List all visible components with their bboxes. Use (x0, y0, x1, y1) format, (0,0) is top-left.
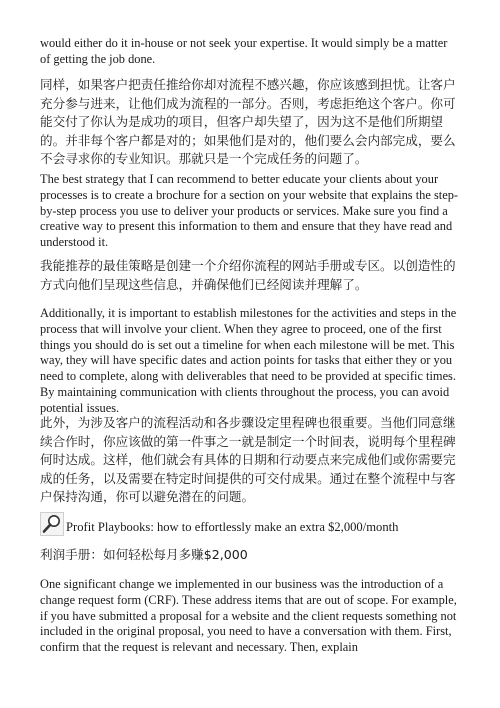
paragraph-en-change-request: One significant change we implemented in our business was the introduction of a change request form (CRF). These address items that are out of scope. For example, if you have submitted a proposal for a website and the client requests something not included in the original proposal, you need to have a conversation with them. First, confirm that the request is relevant and necessary. Then, explain (40, 577, 457, 655)
paragraph-en-intro-end: would either do it in-house or not seek your expertise. It would simply be a matter of getting the job done. (40, 36, 448, 66)
paragraph-zh-milestones: 此外，为涉及客户的流程活动和各步骤设定里程碑也很重要。当他们同意继续合作时，你应该做的第一件事之一就是制定一个时间表，说明每个里程碑何时达成。这样，他们就会有具体的日期和行动要点来完成他们或你需要完成的任务，以及需要在特定时间提供的可交付成果。通过在整个流程中与客户保持沟通，你可以避免潜在的问题。 (40, 415, 456, 505)
paragraph-en-best-strategy: The best strategy that I can recommend to better educate your clients about your processes is to create a brochure for a section on your website that explains the step-by-step process you use to deliver your products or services. Make sure you find a creative way to present this information to them and ensure that they have read and understood it. (40, 172, 459, 250)
paragraph-zh-best-strategy: 我能推荐的最佳策略是创建一个介绍你流程的网站手册或专区。以创造性的方式向他们呈现这些信息，并确保他们已经阅读并理解了。 (40, 258, 456, 292)
paragraph-en-milestones: Additionally, it is important to establish milestones for the activities and steps in the process that will involve your client. When they agree to proceed, one of the first things you should do is set out a timeline for when each milestone will be met. This way, they will have specific dates and action points for tasks that either they or you need to complete, along with deliverables that need to be provided at specific times. By maintaining communication with clients throughout the process, you can avoid potential issues. (40, 306, 457, 415)
section-heading (40, 510, 460, 536)
section-heading-zh: 利润手册：如何轻松每月多赚$2,000 (40, 547, 248, 562)
magnifier-icon (40, 512, 64, 536)
section-heading-en: Profit Playbooks: how to effortlessly make an extra $2,000/month (66, 520, 399, 534)
paragraph-zh-client-involvement: 同样，如果客户把责任推给你却对流程不感兴趣，你应该感到担忧。让客户充分参与进来，让他们成为流程的一部分。否则，考虑拒绝这个客户。你可能交付了你认为是成功的项目，但客户却失望了，因为这不是他们所期望的。并非每个客户都是对的；如果他们是对的，他们要么会内部完成，要么不会寻求你的专业知识。那就只是一个完成任务的问题了。 (40, 77, 456, 167)
